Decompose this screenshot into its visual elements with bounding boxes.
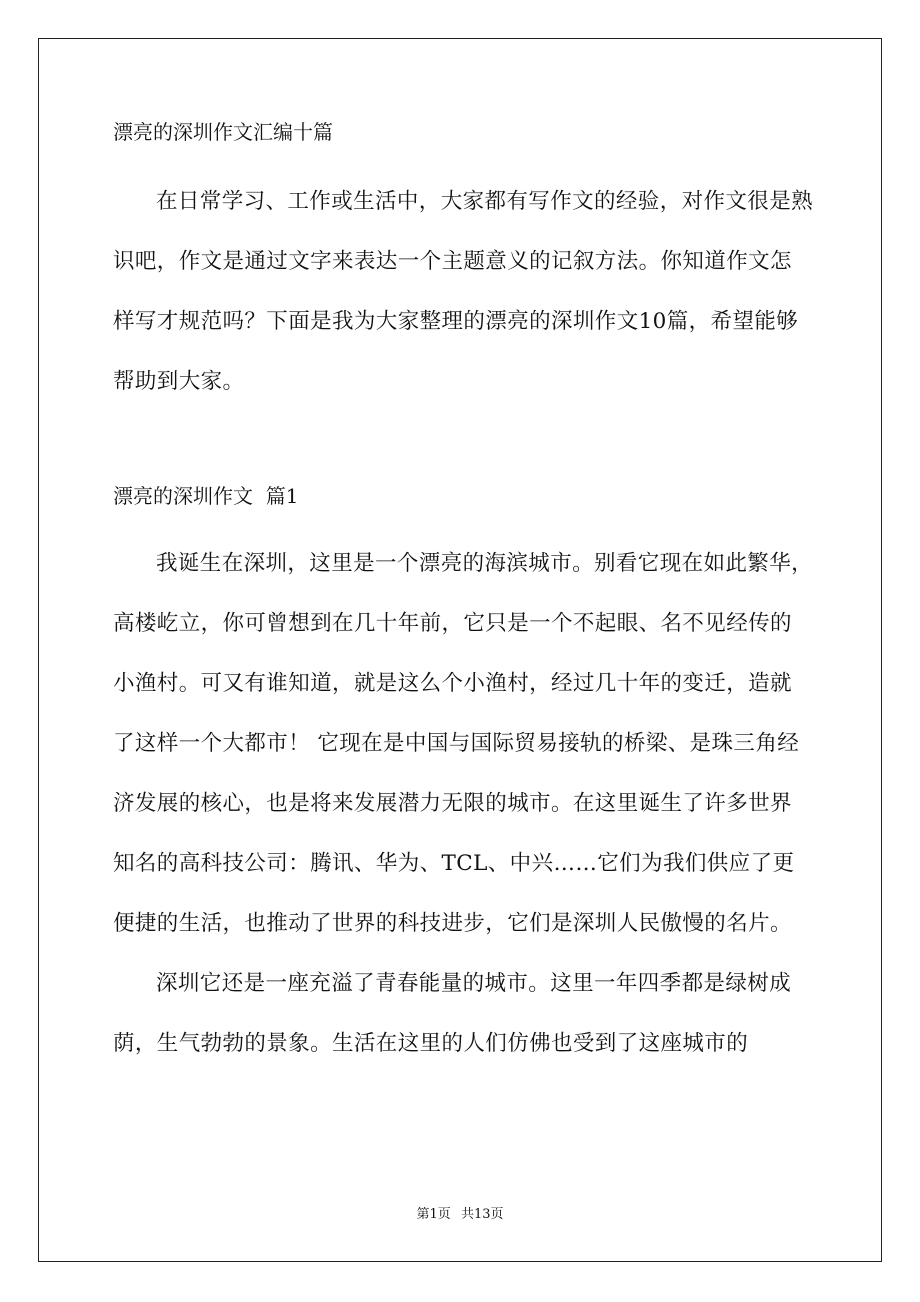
section-paragraph: 深圳它还是一座充溢了青春能量的城市。这里一年四季都是绿树成荫，生气勃勃的景象。生活在这里的人们仿佛也受到了这座城市的 [113,971,792,1056]
total-pages: 共13页 [460,1207,504,1222]
section-heading: 漂亮的深圳作文 篇1 [113,484,299,508]
document-title: 漂亮的深圳作文汇编十篇 [113,120,333,144]
intro-paragraph: 在日常学习、工作或生活中，大家都有写作文的经验，对作文很是熟识吧，作文是通过文字来表达一个主题意义的记叙方法。你知道作文怎样写才规范吗？下面是我为大家整理的漂亮的深圳作文10篇，希望能够帮助到大家。 [113,189,814,394]
section-paragraph: 我诞生在深圳，这里是一个漂亮的海滨城市。别看它现在如此繁华，高楼屹立，你可曾想到在几十年前，它只是一个不起眼、名不见经传的小渔村。可又有谁知道，就是这么个小渔村，经过几十年的变迁，造就了这样一个大都市！ 它现在是中国与国际贸易接轨的桥梁、是珠三角经济发展的核心，也是将来发展潜力无限的城市。在这里诞生了许多世界知名的高科技公司：腾讯、华为、TCL、中兴……它们为我们供应了更便捷的生活，也推动了世界的科技进步，它们是深圳人民傲慢的名片。 [113,551,814,936]
page-footer [0,1206,920,1224]
document-body [113,118,813,1074]
page-number: 第1页 [416,1207,451,1222]
